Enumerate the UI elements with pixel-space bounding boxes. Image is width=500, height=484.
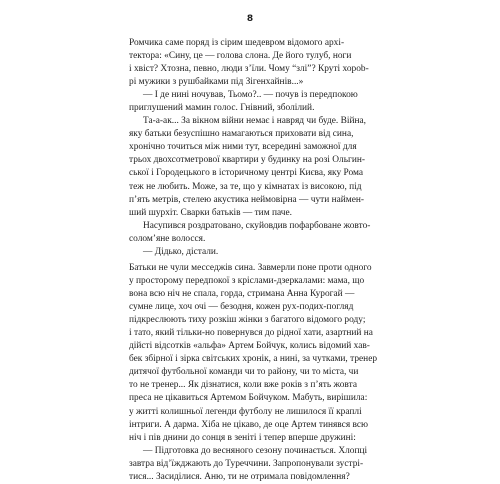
text-line: теж не любить. Може, за те, що у кімнатах із високою, під	[129, 181, 362, 192]
text-line: дійсті відсотків «альфа» Артем Бойчук, колись відомий хав-	[129, 341, 370, 352]
text-line: — І де нині ночував, Тьомо?.. — почув із передпокою	[143, 90, 358, 101]
text-line: дитячої футбольної команди чи то району, чи то міста, чи	[129, 367, 359, 378]
page-number: 8	[246, 14, 254, 24]
text-line: і тато, який тільки-но повернувся до рідної хати, азартний на	[129, 328, 373, 339]
text-section-2	[129, 262, 378, 484]
text-line: рі мужики з рушбайками під Зігенхайнів...»	[129, 77, 304, 88]
text-line: преса не цікавиться Артемом Бойчуком. Мабуть, вирішила:	[129, 393, 368, 404]
text-line: солом’яне волосся.	[129, 233, 206, 244]
text-line: у просторому передпокої з кріслами-дзеркалами: мама, що	[129, 276, 365, 287]
text-line: — Дідько, дістали.	[143, 246, 219, 257]
text-line: сумне лице, хоч очі — безодня, кожен рух-подих-погляд	[129, 302, 354, 313]
text-line: трьох двохсотметрової квартири у будинку на розі Ольгин-	[129, 155, 365, 166]
text-line: Ромчика саме поряд із сірим шедевром відомого архі-	[129, 38, 345, 48]
text-line: — Підготовка до весняного сезону починається. Хлопці	[143, 445, 368, 456]
text-line: інтриги. А дарма. Хіба не цікаво, де оце Артем тинявся всю	[129, 419, 369, 430]
text-section-1	[129, 37, 371, 259]
text-line: ший шурхіт. Сварки батьків — тим паче.	[129, 207, 293, 218]
text-line: то не тренер... Як дізнатися, коли вже років з п’ять жовта	[129, 380, 357, 391]
text-line: завтра від’їжджають до Туреччини. Запропонували зустрі-	[129, 458, 364, 469]
text-line: у житті колишньої легенди футболу не лишилося її краплі	[129, 406, 362, 417]
text-line: п’ять метрів, стелею акустика неймовірна — чути наймен-	[129, 194, 365, 205]
text-line: хронічно точиться між ними тут, всередині заможної для	[129, 142, 357, 153]
text-line: Батьки не чули месседжів сина. Завмерли поне проти одного	[129, 263, 372, 273]
text-line: тектора: «Сину, це — голова слона. Де його тулуб, ноги	[129, 51, 352, 62]
text-line: тися... Засиділися. Аню, ти не отримала повідомлення?	[129, 471, 350, 482]
text-line: ської і Городецького в історичному центрі Києва, яку Рома	[129, 168, 363, 179]
text-line: яку батьки безуспішно намагаються приховати від сина,	[129, 129, 354, 140]
text-line: вона всю ніч не спала, горда, стримана Анна Курогай —	[129, 289, 355, 300]
text-line: підкреслюють тиху розкіш жінки з багатого відомого роду;	[129, 315, 366, 326]
text-line: ніч і пів днини до сонця в зеніті і тепер вперше дружині:	[129, 432, 356, 443]
text-line: приглушений мамин голос. Гнівний, зболілий.	[129, 103, 315, 114]
text-line: і хвіст? Хтозна, певно, люди з’їли. Чому “злі”? Круті хорob-	[129, 64, 369, 75]
text-line: Насупився роздратовано, скуйовдив пофарбоване жовто-	[143, 220, 371, 231]
text-line: Та-а-ак... За вікном війни немає і навряд чи буде. Війна,	[143, 116, 367, 127]
text-line: бек збірної і зірка світських хронік, а нині, за чутками, тренер	[129, 354, 378, 365]
